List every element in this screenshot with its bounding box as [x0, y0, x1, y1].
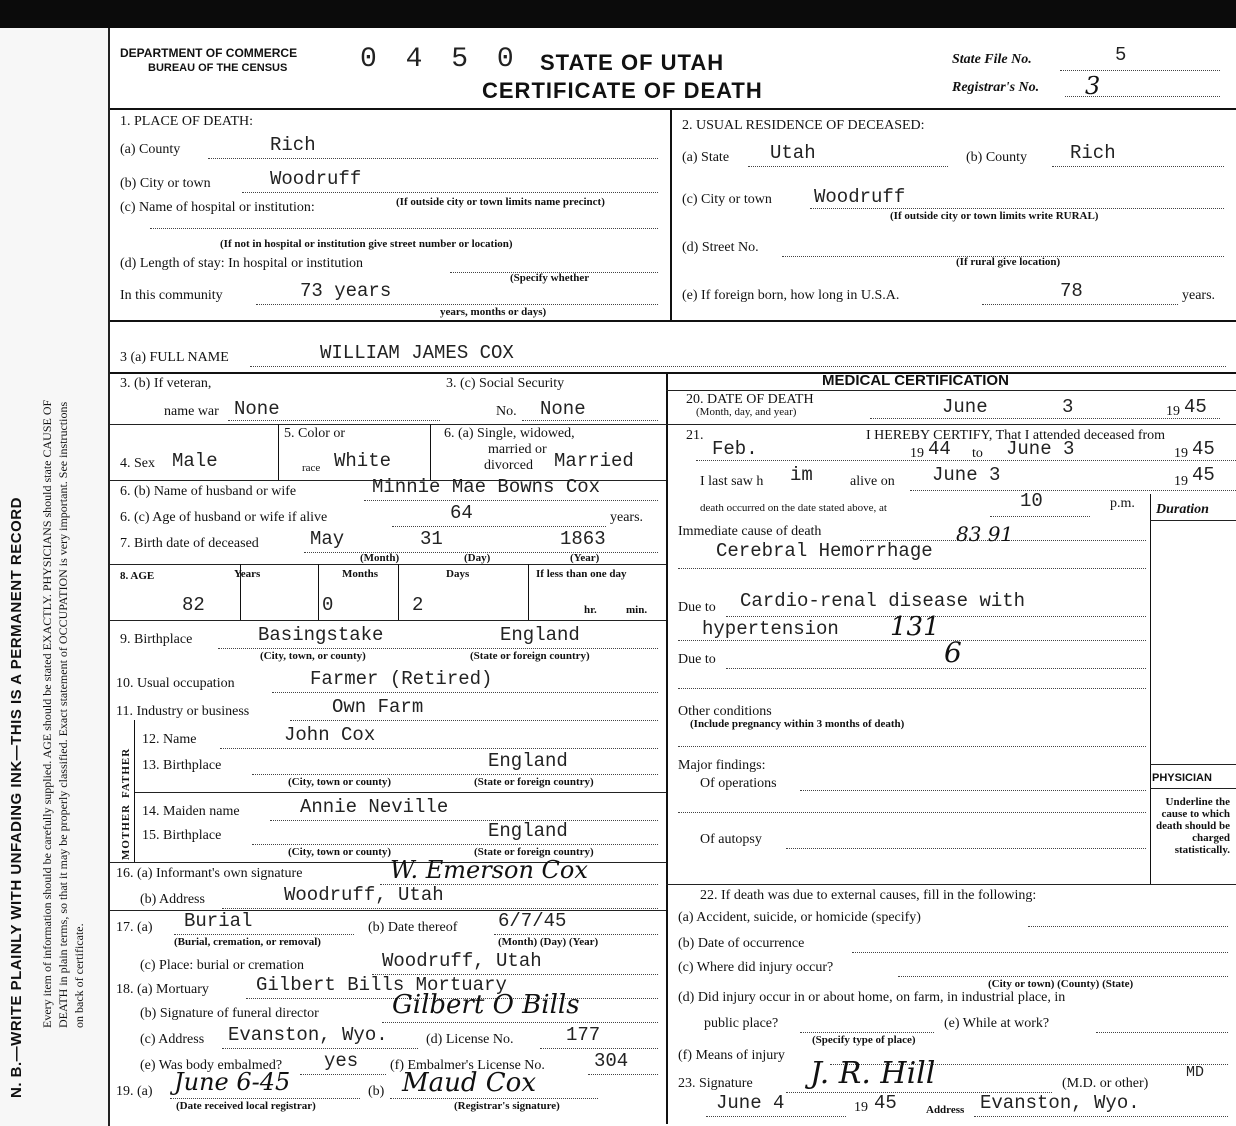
res-city-note: (If outside city or town limits write RURAL): [890, 210, 1099, 222]
due-to-label-2: Due to: [678, 652, 716, 667]
mother-name-value: Annie Neville: [300, 796, 449, 818]
marital-label-2: married or: [488, 442, 547, 457]
burial-value: Burial: [184, 910, 253, 932]
res-county-value: Rich: [1070, 142, 1116, 164]
medical-heading: MEDICAL CERTIFICATION: [822, 372, 1009, 389]
birth-year-note: (Year): [570, 552, 600, 564]
embalmer-label: (f) Embalmer's License No.: [390, 1058, 545, 1073]
residence-heading: 2. USUAL RESIDENCE OF DECEASED:: [682, 118, 925, 133]
death-city-label: (b) City or town: [120, 176, 211, 191]
alive-date-value: June 3: [932, 464, 1001, 486]
burial-place-label: (c) Place: burial or cremation: [140, 958, 305, 973]
certificate-title: CERTIFICATE OF DEATH: [482, 78, 763, 103]
spouse-value: Minnie Mae Bowns Cox: [372, 476, 601, 498]
burial-place-value: Woodruff, Utah: [382, 950, 542, 972]
industry-label: 11. Industry or business: [116, 704, 250, 719]
mother-city-note: (City, town or county): [288, 846, 392, 858]
death-date-label: 20. DATE OF DEATH: [686, 392, 814, 407]
res-street-note: (If rural give location): [956, 256, 1061, 268]
res-city-value: Woodruff: [814, 186, 906, 208]
informant-address-label: (b) Address: [140, 892, 205, 907]
birth-month-value: May: [310, 528, 345, 550]
death-county-label: (a) County: [120, 142, 181, 157]
age-years-value: 82: [182, 594, 205, 616]
ssn-label: 3. (c) Social Security: [446, 376, 565, 391]
birthplace-city-value: Basingstake: [258, 624, 384, 646]
occupation-value: Farmer (Retired): [310, 668, 493, 690]
birth-month-note: (Month): [360, 552, 400, 564]
full-name-value: WILLIAM JAMES COX: [320, 342, 514, 364]
attended-to-date: June 3: [1006, 438, 1075, 460]
death-year-value: 45: [1184, 396, 1207, 418]
instructions-sidebar: [0, 28, 110, 1126]
age-hr-label: hr.: [584, 604, 597, 616]
license-value: 177: [566, 1024, 601, 1046]
age-label: 8. AGE: [120, 570, 155, 582]
external-heading: 22. If death was due to external causes, fill in the following:: [700, 888, 1037, 903]
scan-top-edge: [0, 0, 1236, 28]
external-f-label: (f) Means of injury: [678, 1048, 785, 1063]
death-occurred-label: death occurred on the date stated above, at: [700, 502, 887, 514]
marital-value: Married: [554, 450, 634, 472]
father-birth-label: 13. Birthplace: [142, 758, 222, 773]
director-signature: Gilbert O Bills: [392, 990, 580, 1020]
ssn-value: None: [540, 398, 586, 420]
signature-year-value: 45: [874, 1092, 897, 1114]
signature-date-value: June 4: [716, 1092, 785, 1114]
burial-date-note: (Month) (Day) (Year): [498, 936, 599, 948]
death-month-value: June: [942, 396, 988, 418]
burial-date-label: (b) Date thereof: [368, 920, 458, 935]
death-date-note: (Month, day, and year): [696, 406, 797, 418]
duration-label: Duration: [1156, 502, 1209, 517]
alive-on-label: alive on: [850, 474, 895, 489]
license-label: (d) License No.: [426, 1032, 514, 1047]
registrar-sig-note: (Registrar's signature): [454, 1100, 560, 1112]
external-c-label: (c) Where did injury occur?: [678, 960, 834, 975]
birth-year-value: 1863: [560, 528, 606, 550]
res-county-label: (b) County: [966, 150, 1028, 165]
due-to-code-2: 6: [944, 636, 962, 669]
certificate-number-stamp: 0 4 5 0: [360, 44, 520, 75]
birthplace-country-value: England: [500, 624, 580, 646]
sex-value: Male: [172, 450, 218, 472]
underline-note: Underline the cause to which death should be charged statistically.: [1156, 796, 1230, 856]
external-b-label: (b) Date of occurrence: [678, 936, 805, 951]
last-saw-value: im: [790, 464, 813, 486]
age-days-label: Days: [446, 568, 470, 580]
birth-day-note: (Day): [464, 552, 491, 564]
department-label: DEPARTMENT OF COMMERCE: [120, 46, 298, 60]
immediate-cause-code: 83 91: [956, 522, 1014, 546]
due-to-code: 131: [890, 612, 940, 642]
registrar-date-note: (Date received local registrar): [176, 1100, 316, 1112]
ssn-no-label: No.: [496, 404, 517, 419]
veteran-name-label: name war: [164, 404, 219, 419]
from-year-prefix: 19: [910, 446, 924, 461]
mortuary-address-value: Evanston, Wyo.: [228, 1024, 388, 1046]
death-county-value: Rich: [270, 134, 316, 156]
birthplace-label: 9. Birthplace: [120, 632, 193, 647]
physician-label: PHYSICIAN: [1152, 772, 1212, 784]
specify-note: (Specify whether: [510, 272, 590, 284]
race-value: White: [334, 450, 392, 472]
burial-date-value: 6/7/45: [498, 910, 567, 932]
immediate-cause-value: Cerebral Hemorrhage: [716, 540, 933, 562]
signature-year-prefix: 19: [854, 1100, 868, 1115]
due-to-value-1a: Cardio-renal disease with: [740, 590, 1026, 612]
due-to-label-1: Due to: [678, 600, 716, 615]
sex-label: 4. Sex: [120, 456, 155, 471]
community-value: 73 years: [300, 280, 392, 302]
foreign-years-label: years.: [1182, 288, 1216, 303]
birth-date-label: 7. Birth date of deceased: [120, 536, 259, 551]
operations-label: Of operations: [700, 776, 777, 791]
birthplace-city-note: (City, town, or county): [260, 650, 366, 662]
mother-name-label: 14. Maiden name: [142, 804, 240, 819]
industry-value: Own Farm: [332, 696, 424, 718]
mother-state-note: (State or foreign country): [474, 846, 594, 858]
death-year-prefix: 19: [1166, 404, 1180, 419]
external-a-label: (a) Accident, suicide, or homicide (specify): [678, 910, 921, 925]
community-note: years, months or days): [440, 306, 547, 318]
certify-text: I HEREBY CERTIFY, That I attended deceased from: [866, 428, 1166, 443]
instructions-line-2: DEATH in plain terms, so that it may be properly classified. Exact statement of OCCUPATION is very important. See instructions: [56, 401, 70, 1028]
embalmed-value: yes: [324, 1050, 359, 1072]
father-name-value: John Cox: [284, 724, 376, 746]
veteran-value: None: [234, 398, 280, 420]
pm-label: p.m.: [1110, 496, 1135, 511]
place-of-death-heading: 1. PLACE OF DEATH:: [120, 114, 254, 129]
burial-label: 17. (a): [116, 920, 153, 935]
other-conditions-label: Other conditions: [678, 704, 772, 719]
instructions-line-1: Every item of information should be carefully supplied. AGE should be stated EXACTLY. PHYSICIANS should state CAUSE OF: [40, 399, 54, 1028]
certify-number: 21.: [686, 428, 704, 443]
hospital-note: (If outside city or town limits name precinct): [396, 196, 605, 208]
embalmed-label: (e) Was body embalmed?: [140, 1058, 283, 1073]
informant-sig-label: 16. (a) Informant's own signature: [116, 866, 303, 881]
other-conditions-note: (Include pregnancy within 3 months of death): [690, 718, 905, 730]
hospital-note-2: (If not in hospital or institution give street number or location): [220, 238, 513, 250]
death-city-value: Woodruff: [270, 168, 362, 190]
mortuary-address-label: (c) Address: [140, 1032, 205, 1047]
res-street-label: (d) Street No.: [682, 240, 759, 255]
registrar-no-label: Registrar's No.: [952, 80, 1040, 95]
spouse-age-unit: years.: [610, 510, 644, 525]
state-title: STATE OF UTAH: [540, 50, 725, 75]
signature-label: 23. Signature: [678, 1076, 753, 1091]
registrar-no-value: 3: [1085, 72, 1101, 100]
attended-from-month: Feb.: [712, 438, 758, 460]
burial-note: (Burial, cremation, or removal): [174, 936, 321, 948]
informant-address-value: Woodruff, Utah: [284, 884, 444, 906]
signature-address-label: Address: [926, 1104, 965, 1116]
age-months-label: Months: [342, 568, 379, 580]
external-e-label: (e) While at work?: [944, 1016, 1050, 1031]
occupation-label: 10. Usual occupation: [116, 676, 235, 691]
father-name-label: 12. Name: [142, 732, 197, 747]
due-to-value-1b: hypertension: [702, 618, 839, 640]
state-file-label: State File No.: [952, 52, 1032, 67]
attended-to-label: to: [972, 446, 983, 461]
md-label: (M.D. or other): [1062, 1076, 1149, 1091]
birth-day-value: 31: [420, 528, 443, 550]
signature-address-value: Evanston, Wyo.: [980, 1092, 1140, 1114]
registrar-date-value: June 6-45: [174, 1068, 291, 1096]
alive-year-prefix: 19: [1174, 474, 1188, 489]
age-months-value: 0: [322, 594, 334, 616]
age-min-label: min.: [626, 604, 648, 616]
hospital-label: (c) Name of hospital or institution:: [120, 200, 315, 215]
permanent-record-notice: N. B.—WRITE PLAINLY WITH UNFADING INK—THIS IS A PERMANENT RECORD: [8, 497, 25, 1098]
father-state-note: (State or foreign country): [474, 776, 594, 788]
death-certificate-form: [110, 28, 1236, 1126]
state-file-value: 5: [1115, 44, 1127, 66]
spouse-label: 6. (b) Name of husband or wife: [120, 484, 297, 499]
birthplace-state-note: (State or foreign country): [470, 650, 590, 662]
death-time-value: 10: [1020, 490, 1043, 512]
last-saw-label: I last saw h: [700, 474, 764, 489]
foreign-born-value: 78: [1060, 280, 1083, 302]
marital-label-1: 6. (a) Single, widowed,: [444, 426, 575, 441]
res-state-value: Utah: [770, 142, 816, 164]
bureau-label: BUREAU OF THE CENSUS: [148, 62, 288, 74]
registrar-b-label: (b): [368, 1084, 385, 1099]
informant-signature: W. Emerson Cox: [390, 856, 588, 884]
foreign-born-label: (e) If foreign born, how long in U.S.A.: [682, 288, 900, 303]
spouse-age-label: 6. (c) Age of husband or wife if alive: [120, 510, 328, 525]
instructions-line-3: on back of certificate.: [72, 923, 86, 1028]
major-findings-label: Major findings:: [678, 758, 766, 773]
alive-year-value: 45: [1192, 464, 1215, 486]
age-less-label: If less than one day: [536, 568, 627, 580]
father-city-note: (City, town or county): [288, 776, 392, 788]
marital-label-3: divorced: [484, 458, 533, 473]
registrar-label: 19. (a): [116, 1084, 153, 1099]
registrar-signature: Maud Cox: [402, 1068, 536, 1098]
director-sig-label: (b) Signature of funeral director: [140, 1006, 319, 1021]
res-state-label: (a) State: [682, 150, 730, 165]
embalmer-value: 304: [594, 1050, 629, 1072]
immediate-cause-label: Immediate cause of death: [678, 524, 822, 539]
mother-birth-value: England: [488, 820, 568, 842]
full-name-label: 3 (a) FULL NAME: [120, 350, 229, 365]
md-value: MD: [1186, 1064, 1205, 1081]
spouse-age-value: 64: [450, 502, 473, 524]
color-label: 5. Color or: [284, 426, 346, 441]
mortuary-label: 18. (a) Mortuary: [116, 982, 209, 997]
res-city-label: (c) City or town: [682, 192, 772, 207]
external-d2-label: public place?: [704, 1016, 779, 1031]
mother-side-label: MOTHER: [120, 803, 132, 860]
father-side-label: FATHER: [120, 747, 132, 798]
attended-to-year: 45: [1192, 438, 1215, 460]
mother-birth-label: 15. Birthplace: [142, 828, 222, 843]
race-label: race: [302, 462, 321, 474]
age-years-label: Years: [234, 568, 261, 580]
community-label: In this community: [120, 288, 223, 303]
autopsy-label: Of autopsy: [700, 832, 762, 847]
age-days-value: 2: [412, 594, 424, 616]
mortuary-value: Gilbert Bills Mortuary: [256, 974, 507, 996]
attended-from-year: 44: [928, 438, 951, 460]
father-birth-value: England: [488, 750, 568, 772]
physician-signature: J. R. Hill: [810, 1056, 936, 1091]
to-year-prefix: 19: [1174, 446, 1188, 461]
death-day-value: 3: [1062, 396, 1074, 418]
external-d-label: (d) Did injury occur in or about home, on farm, in industrial place, in: [678, 990, 1066, 1005]
veteran-label: 3. (b) If veteran,: [120, 376, 212, 391]
stay-label: (d) Length of stay: In hospital or institution: [120, 256, 364, 271]
external-d2-note: (Specify type of place): [812, 1034, 916, 1046]
external-c-note: (City or town) (County) (State): [988, 978, 1134, 990]
